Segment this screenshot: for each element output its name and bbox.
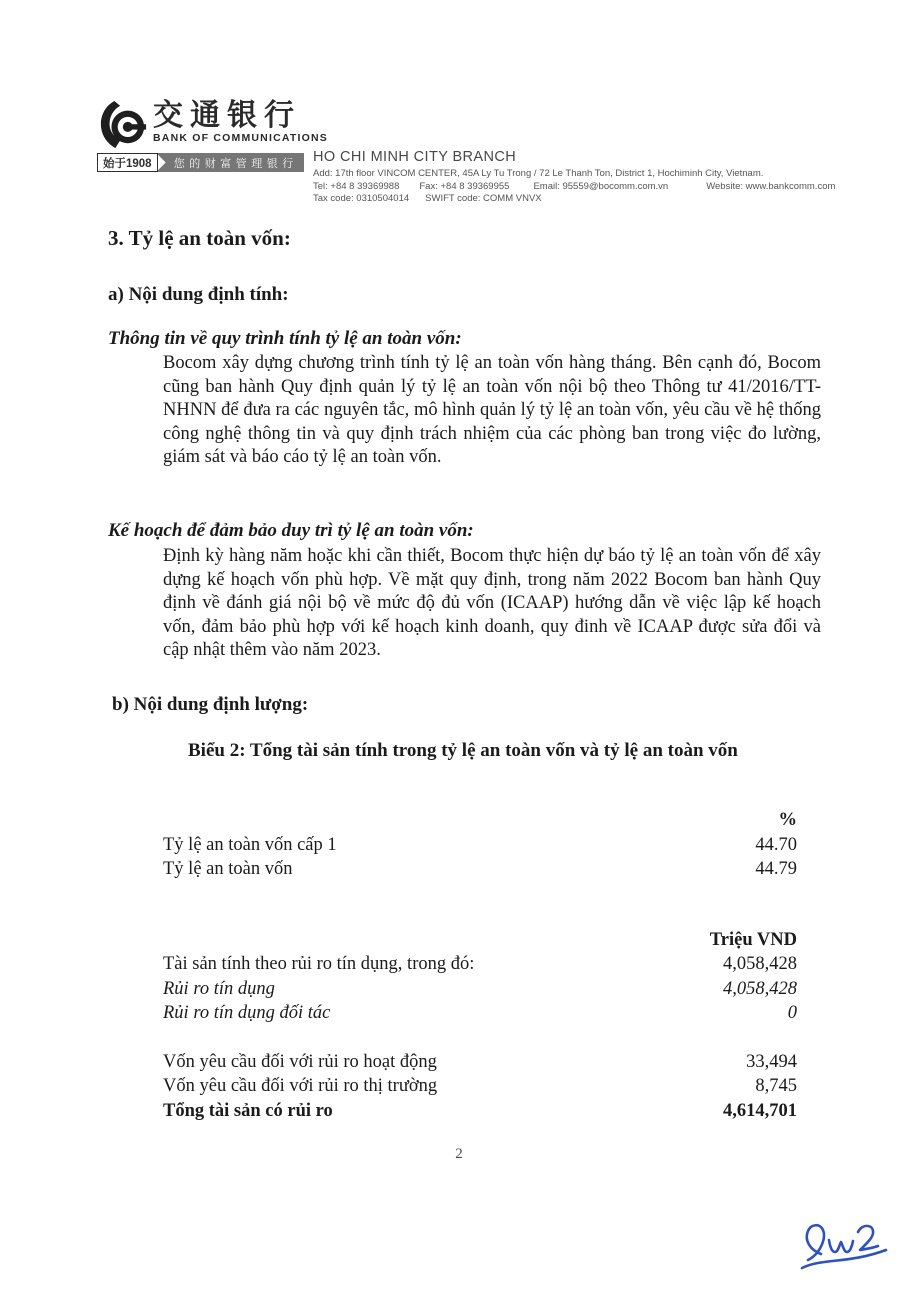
qualitative-paragraph-1: Bocom xây dựng chương trình tính tỷ lệ an toàn vốn hàng tháng. Bên cạnh đó, Bocom cũng ban hành Quy định quản lý tỷ lệ an toàn vốn nội bộ theo Thông tư 41/2016/TT-NHNN để đưa ra các nguyên tắc, mô hình quản lý tỷ lệ an toàn vốn, yêu cầu về hệ thống công nghệ thông tin và quy định trách nhiệm của các phòng ban trong việc đo lường, giám sát và báo cáo tỷ lệ an toàn vốn. [163, 353, 821, 468]
table-row [163, 977, 797, 1002]
branch-address: Add: 17th floor VINCOM CENTER, 45A Ly Tu Trong / 72 Le Thanh Ton, District 1, Hochiminh City, Vietnam. [313, 168, 764, 179]
subsection-b-heading: b) Nội dung định lượng: [112, 694, 309, 715]
table-row [163, 857, 797, 882]
website-text: Website: www.bankcomm.com [706, 180, 836, 192]
row-label: Rủi ro tín dụng [163, 978, 275, 999]
branch-name: HO CHI MINH CITY BRANCH [313, 149, 517, 165]
section-title: 3. Tỷ lệ an toàn vốn: [108, 226, 291, 250]
table-row [163, 952, 797, 977]
signature-ink-icon [796, 1216, 892, 1280]
bank-name-chinese: 交通银行 [153, 99, 301, 132]
bank-logo [97, 99, 328, 172]
row-label: Tỷ lệ an toàn vốn [163, 859, 293, 879]
logo-banner [97, 153, 304, 172]
row-value: 4,058,428 [723, 954, 797, 974]
unit-vnd-header: Triệu VND [709, 929, 797, 950]
swift-code-text: SWIFT code: COMM VNVX [425, 193, 542, 204]
banner-since-1908: 始于1908 [97, 153, 158, 172]
page-number: 2 [455, 1146, 463, 1162]
banner-slogan: 您的财富管理银行 [154, 153, 304, 172]
qualitative-heading-1: Thông tin về quy trình tính tỷ lệ an toàn vốn: [108, 328, 462, 349]
table-row [163, 1074, 797, 1099]
row-value: 33,494 [746, 1051, 797, 1072]
row-value: 8,745 [755, 1076, 797, 1096]
bank-name-english: BANK OF COMMUNICATIONS [153, 132, 328, 144]
qualitative-paragraph-2: Định kỳ hàng năm hoặc khi cần thiết, Bocom thực hiện dự báo tỷ lệ an toàn vốn để xây dựng kế hoạch vốn phù hợp. Về mặt quy định, trong năm 2022 Bocom ban hành Quy định về đánh giá nội bộ về mức độ đủ vốn (ICAAP) hướng dẫn về việc lập kế hoạch vốn, đảm bảo phù hợp với kế hoạch kinh doanh, quy đinh về ICAAP được sửa đổi và cập nhật thêm vào năm 2023. [163, 546, 821, 661]
row-label: Tổng tài sản có rủi ro [163, 1100, 333, 1121]
table-row [163, 1050, 797, 1075]
branch-contact-line [313, 180, 836, 194]
row-label: Vốn yêu cầu đối với rủi ro thị trường [163, 1076, 438, 1096]
row-label: Tài sản tính theo rủi ro tín dụng, trong đó: [163, 954, 475, 974]
branch-code-line [313, 193, 833, 206]
row-label: Tỷ lệ an toàn vốn cấp 1 [163, 834, 337, 855]
table-title: Biểu 2: Tổng tài sản tính trong tỷ lệ an toàn vốn và tỷ lệ an toàn vốn [188, 740, 738, 761]
row-value: 44.70 [755, 834, 797, 855]
table-row [163, 1001, 797, 1026]
tel-text: Tel: +84 8 39369988 [313, 180, 400, 192]
subsection-a-heading: a) Nội dung định tính: [108, 284, 289, 305]
row-label: Rủi ro tín dụng đối tác [163, 1003, 331, 1023]
tax-code-text: Tax code: 0310504014 [313, 193, 410, 204]
table-total-row [163, 1099, 797, 1124]
row-value: 0 [787, 1003, 797, 1023]
table-row [163, 833, 797, 858]
branch-info [313, 149, 836, 206]
row-value: 4,058,428 [723, 978, 797, 999]
fax-text: Fax: +84 8 39369955 [419, 180, 510, 192]
unit-percent-header: % [778, 810, 797, 830]
row-value: 4,614,701 [723, 1100, 797, 1121]
qualitative-heading-2: Kế hoạch để đảm bảo duy trì tỷ lệ an toàn vốn: [108, 520, 474, 541]
row-value: 44.79 [755, 859, 797, 879]
email-text: Email: 95559@bocomm.com.vn [533, 180, 669, 192]
bocom-logo-icon [97, 100, 149, 150]
capital-adequacy-table [163, 808, 797, 1123]
row-label: Vốn yêu cầu đối với rủi ro hoạt động [163, 1051, 437, 1072]
